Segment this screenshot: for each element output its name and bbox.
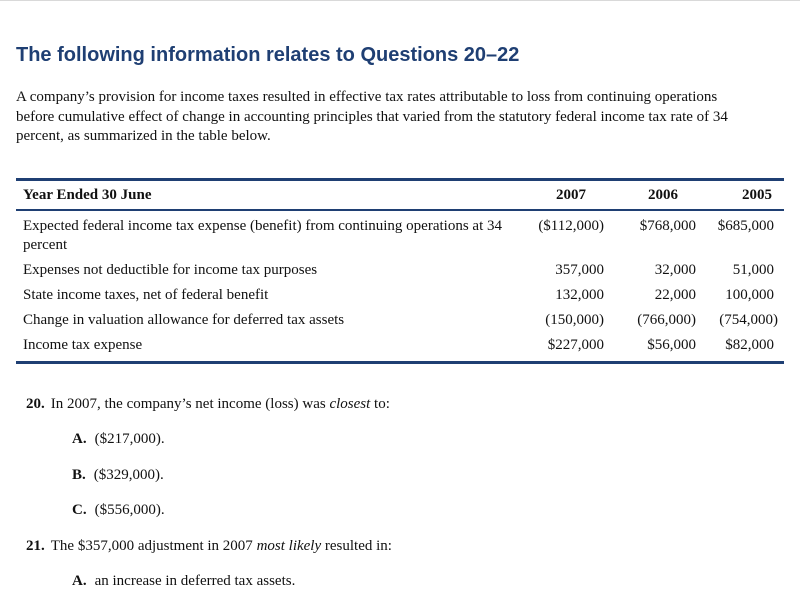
question-text-end: to: xyxy=(370,396,390,412)
option-text: an increase in deferred tax assets. xyxy=(94,573,296,589)
income-tax-table xyxy=(16,178,784,364)
intro-line: A company’s provision for income taxes resulted in effective tax rates attributable to loss from continuing operations xyxy=(16,89,718,105)
question-text-end: resulted in: xyxy=(321,538,392,554)
header-2005: 2005 xyxy=(742,187,772,203)
answer-option-a[interactable] xyxy=(72,573,295,590)
top-divider xyxy=(0,0,800,1)
header-year-ended: Year Ended 30 June xyxy=(23,187,152,203)
question-text: In 2007, the company’s net income (loss) was xyxy=(50,396,330,412)
value-2007: 132,000 xyxy=(555,287,604,303)
value-2006: 22,000 xyxy=(654,287,696,303)
table-row xyxy=(16,283,784,308)
table-header-row xyxy=(16,180,784,211)
answer-option-c[interactable] xyxy=(72,502,165,519)
question-emphasis: most likely xyxy=(256,538,322,554)
header-2007: 2007 xyxy=(556,187,586,203)
question-emphasis: closest xyxy=(329,396,371,412)
value-2007: $227,000 xyxy=(547,337,604,353)
header-2006: 2006 xyxy=(648,187,678,203)
row-label: Change in valuation allowance for deferred tax assets xyxy=(23,312,345,328)
row-label: Expenses not deductible for income tax purposes xyxy=(23,262,318,278)
value-2006: $768,000 xyxy=(639,218,696,234)
option-letter: B. xyxy=(72,467,86,483)
question-number: 20. xyxy=(26,396,45,412)
value-2007: 357,000 xyxy=(555,262,604,278)
question-20 xyxy=(26,396,390,413)
table-row xyxy=(16,333,784,363)
value-2006: $56,000 xyxy=(647,337,696,353)
option-text: ($217,000). xyxy=(94,431,165,447)
intro-line: before cumulative effect of change in accounting principles that varied from the statutory federal income tax rate of 34 xyxy=(16,108,728,125)
value-2007: (150,000) xyxy=(545,312,604,328)
table-row xyxy=(16,308,784,333)
value-2005: $82,000 xyxy=(725,337,774,353)
value-2005: 51,000 xyxy=(732,262,774,278)
value-2005: 100,000 xyxy=(725,287,774,303)
question-text: The $357,000 adjustment in 2007 xyxy=(50,538,257,554)
option-letter: C. xyxy=(72,502,87,518)
intro-paragraph xyxy=(16,88,786,147)
value-2006: (766,000) xyxy=(637,312,696,328)
option-text: ($329,000). xyxy=(93,467,164,483)
option-letter: A. xyxy=(72,573,87,589)
value-2007: ($112,000) xyxy=(538,218,604,234)
row-label: Income tax expense xyxy=(23,337,143,353)
table-row xyxy=(16,210,784,258)
value-2006: 32,000 xyxy=(654,262,696,278)
intro-line: percent, as summarized in the table below. xyxy=(16,128,271,144)
answer-option-a[interactable] xyxy=(72,431,165,448)
row-label: State income taxes, net of federal benefit xyxy=(23,287,269,303)
option-text: ($556,000). xyxy=(94,502,165,518)
value-2005: $685,000 xyxy=(717,218,774,234)
question-21 xyxy=(26,538,392,555)
question-number: 21. xyxy=(26,538,45,554)
section-heading: The following information relates to Questions 20–22 xyxy=(16,44,520,66)
value-2005: (754,000) xyxy=(719,312,778,328)
row-label: Expected federal income tax expense (benefit) from continuing operations at 34 percent xyxy=(23,218,502,253)
answer-option-b[interactable] xyxy=(72,467,164,484)
table-row xyxy=(16,258,784,283)
option-letter: A. xyxy=(72,431,87,447)
